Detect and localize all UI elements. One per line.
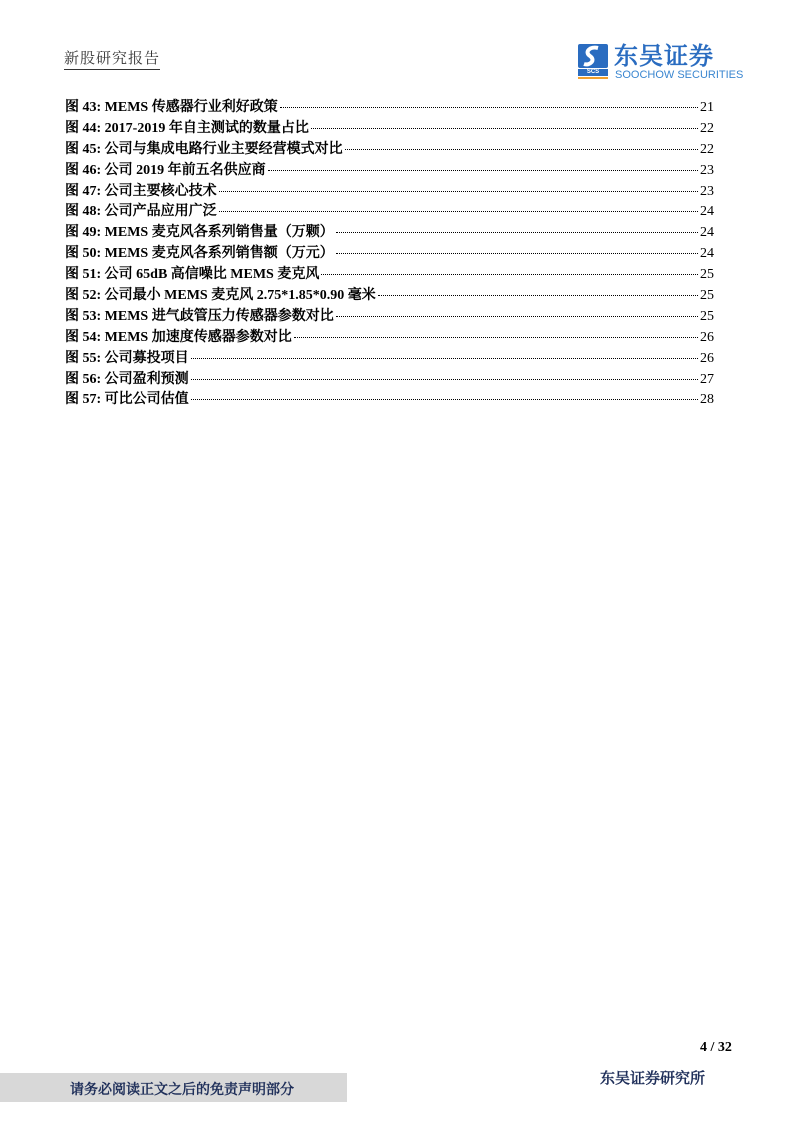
toc-entry[interactable] <box>65 96 714 117</box>
logo-cn: 东吴证券 <box>614 42 714 70</box>
leader-dots <box>311 128 698 129</box>
disclaimer-banner <box>0 1073 347 1102</box>
leader-dots <box>294 337 698 338</box>
toc-entry[interactable] <box>65 242 714 263</box>
toc-entry-label: 图 47: 公司主要核心技术 <box>65 183 217 199</box>
leader-dots <box>336 232 698 233</box>
leader-dots <box>345 149 698 150</box>
toc-entry-page: 24 <box>700 225 714 241</box>
toc-entry-label: 图 57: 可比公司估值 <box>65 392 189 408</box>
logo-accent-bar <box>578 77 608 79</box>
leader-dots <box>191 399 698 400</box>
figure-toc <box>65 96 714 409</box>
toc-entry[interactable] <box>65 221 714 242</box>
toc-entry-label: 图 43: MEMS 传感器行业利好政策 <box>65 100 278 115</box>
company-logo <box>578 42 743 82</box>
toc-entry-label: 图 45: 公司与集成电路行业主要经营模式对比 <box>65 141 343 157</box>
toc-entry-label: 图 49: MEMS 麦克风各系列销售量（万颗） <box>65 225 334 241</box>
toc-entry-label: 图 52: 公司最小 MEMS 麦克风 2.75*1.85*0.90 毫米 <box>65 288 376 304</box>
toc-entry[interactable] <box>65 138 714 159</box>
page-number: 4 / 32 <box>700 1040 732 1055</box>
toc-entry-page: 26 <box>700 350 714 366</box>
logo-en: SOOCHOW SECURITIES <box>615 69 744 81</box>
toc-entry[interactable] <box>65 388 714 409</box>
toc-entry-page: 23 <box>700 183 714 199</box>
toc-entry[interactable] <box>65 284 714 305</box>
toc-entry-label: 图 46: 公司 2019 年前五名供应商 <box>65 162 266 178</box>
leader-dots <box>321 274 698 275</box>
toc-entry[interactable] <box>65 305 714 326</box>
toc-entry-label: 图 56: 公司盈利预测 <box>65 371 189 387</box>
toc-entry-page: 22 <box>700 120 714 136</box>
toc-entry-label: 图 55: 公司募投项目 <box>65 350 189 366</box>
leader-dots <box>219 191 698 192</box>
toc-entry-page: 25 <box>700 267 714 283</box>
toc-entry-page: 25 <box>700 308 714 324</box>
toc-entry-label: 图 54: MEMS 加速度传感器参数对比 <box>65 329 292 345</box>
toc-entry-page: 24 <box>700 204 714 220</box>
toc-entry-page: 25 <box>700 288 714 304</box>
toc-entry-page: 21 <box>700 100 714 115</box>
toc-entry-label: 图 44: 2017-2019 年自主测试的数量占比 <box>65 120 309 136</box>
toc-entry-label: 图 48: 公司产品应用广泛 <box>65 204 217 220</box>
toc-entry-label: 图 50: MEMS 麦克风各系列销售额（万元） <box>65 246 334 262</box>
toc-entry[interactable] <box>65 159 714 180</box>
leader-dots <box>280 107 698 108</box>
leader-dots <box>336 316 698 317</box>
toc-entry[interactable] <box>65 117 714 138</box>
toc-entry-page: 22 <box>700 141 714 157</box>
logo-mark-icon <box>578 44 608 68</box>
toc-entry-page: 28 <box>700 392 714 408</box>
toc-entry-label: 图 53: MEMS 进气歧管压力传感器参数对比 <box>65 308 334 324</box>
toc-entry[interactable] <box>65 326 714 347</box>
report-type-title: 新股研究报告 <box>64 47 160 70</box>
toc-entry[interactable] <box>65 263 714 284</box>
leader-dots <box>268 170 698 171</box>
leader-dots <box>191 379 698 380</box>
toc-entry[interactable] <box>65 368 714 389</box>
toc-entry-label: 图 51: 公司 65dB 高信噪比 MEMS 麦克风 <box>65 267 320 283</box>
toc-entry-page: 23 <box>700 162 714 178</box>
toc-entry[interactable] <box>65 180 714 201</box>
leader-dots <box>191 358 698 359</box>
logo-abbr: SCS <box>578 69 608 76</box>
toc-entry-page: 24 <box>700 246 714 262</box>
leader-dots <box>336 253 698 254</box>
toc-entry-page: 27 <box>700 371 714 387</box>
toc-entry[interactable] <box>65 200 714 221</box>
toc-entry[interactable] <box>65 347 714 368</box>
leader-dots <box>378 295 698 296</box>
institute-name: 东吴证券研究所 <box>600 1069 706 1087</box>
leader-dots <box>219 211 698 212</box>
disclaimer-text: 请务必阅读正文之后的免责声明部分 <box>70 1082 294 1098</box>
toc-entry-page: 26 <box>700 329 714 345</box>
